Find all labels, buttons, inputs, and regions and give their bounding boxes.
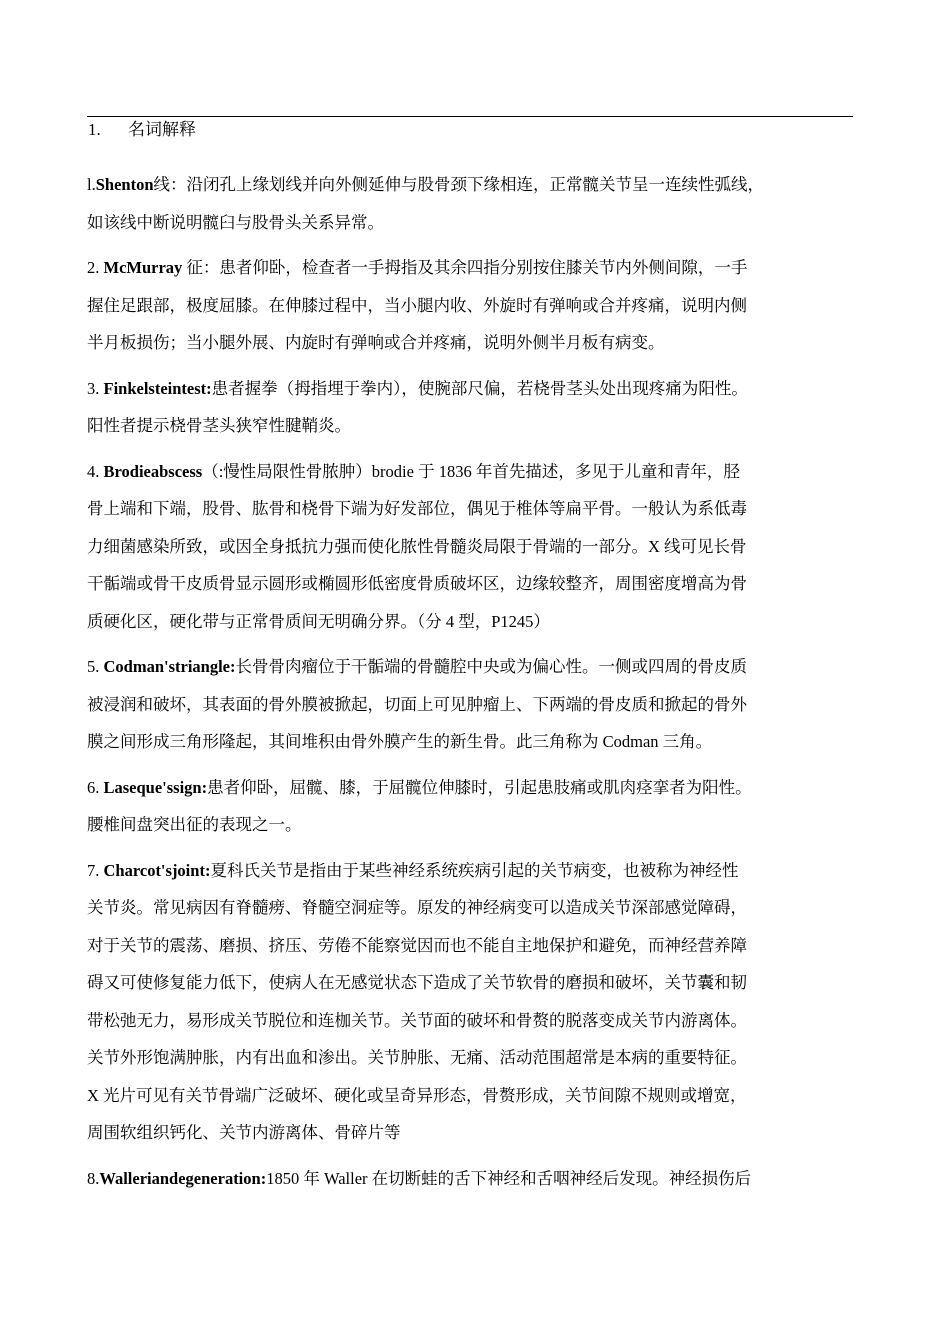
entry-number: 5. (87, 657, 104, 676)
definition-entry (87, 648, 859, 761)
entry-number: 7. (87, 860, 104, 880)
entry-text-line: 握住足跟部，极度屈膝。在伸膝过程中，当小腿内收、外旋时有弹响或合并疼痛，说明内侧 (87, 295, 747, 315)
entry-term: Shenton (95, 175, 154, 194)
entry-text-line: 力细菌感染所致，或因全身抵抗力强而使化脓性骨髓炎局限于骨端的一部分。X 线可见长骨 (87, 536, 747, 556)
entry-text-line: 患者握拳（拇指埋于拳内），使腕部尺偏，若桡骨茎头处出现疼痛为阳性。 (211, 378, 748, 398)
entry-number: l. (87, 175, 96, 194)
entry-number: 2. (87, 258, 104, 277)
definition-entry (87, 769, 859, 844)
definition-entry (87, 370, 859, 445)
entry-term: Charcot'sjoint: (103, 860, 211, 880)
entry-text-line: 长骨骨肉瘤位于干骺端的骨髓腔中央或为偏心性。一侧或四周的骨皮质 (235, 657, 747, 676)
entry-text-line: 半月板损伤；当小腿外展、内旋时有弹响或合并疼痛，说明外侧半月板有病变。 (87, 333, 665, 352)
entry-text-line: 夏科氏关节是指由于某些神经系统疾病引起的关节病变，也被称为神经性 (210, 860, 739, 880)
entry-text-line: （:慢性局限性骨脓肿）brodie 于 1836 年首先描述，多见于儿童和青年，胫 (202, 461, 740, 481)
entry-text-line: 如该线中断说明髋臼与股骨头关系异常。 (87, 212, 384, 232)
entry-text-line: 干骺端或骨干皮质骨显示圆形或椭圆形低密度骨质破坏区，边缘较整齐，周围密度增高为骨 (87, 574, 747, 593)
entry-text-line: 腰椎间盘突出征的表现之一。 (87, 815, 302, 834)
entry-text-line: 碍又可使修复能力低下，使病人在无感觉状态下造成了关节软骨的磨损和破坏，关节囊和韧 (87, 973, 747, 992)
entry-text-line: 被浸润和破坏，其表面的骨外膜被掀起，切面上可见肿瘤上、下两端的骨皮质和掀起的骨外 (87, 694, 747, 714)
entry-text-line: 带松弛无力，易形成关节脱位和连枷关节。关节面的破坏和骨赘的脱落变成关节内游离体。 (87, 1010, 747, 1030)
entry-term: Finkelsteintest: (103, 378, 212, 398)
definition-entry (87, 249, 859, 362)
entry-text-line: 线：沿闭孔上缘划线并向外侧延伸与股骨颈下缘相连，正常髋关节呈一连续性弧线， (153, 175, 764, 194)
definition-entry (87, 1160, 859, 1198)
entry-text-line: X 光片可见有关节骨端广泛破坏、硬化或呈奇异形态，骨赘形成，关节间隙不规则或增宽， (87, 1085, 747, 1105)
entry-term: Codman'striangle: (103, 657, 236, 676)
section-title: 名词解释 (128, 120, 196, 139)
entry-text-line: 关节炎。常见病因有脊髓痨、脊髓空洞症等。原发的神经病变可以造成关节深部感觉障碍， (87, 898, 747, 917)
entry-text-line: 关节外形饱满肿胀，内有出血和渗出。关节肿胀、无痛、活动范围超常是本病的重要特征。 (87, 1048, 747, 1067)
entry-term: Laseque'ssign: (103, 777, 208, 797)
entry-text-line: 骨上端和下端，股骨、肱骨和桡骨下端为好发部位，偶见于椎体等扁平骨。一般认为系低毒 (87, 499, 747, 518)
entry-text-line: 1850 年 Waller 在切断蛙的舌下神经和舌咽神经后发现。神经损伤后 (266, 1168, 752, 1188)
section-number: 1. (88, 120, 101, 139)
entry-term: Walleriandegeneration: (99, 1168, 267, 1188)
entry-text-line: 膜之间形成三角形隆起，其间堆积由骨外膜产生的新生骨。此三角称为 Codman 三角。 (87, 732, 713, 751)
term-definition-list (87, 166, 859, 1205)
entry-text-line: 对于关节的震荡、磨损、挤压、劳倦不能察觉因而也不能自主地保护和避免，而神经营养障 (87, 935, 747, 955)
entry-text-line: 周围软组织钙化、关节内游离体、骨碎片等 (87, 1123, 401, 1142)
entry-number: 6. (87, 777, 104, 797)
entry-text-line: 患者仰卧，屈髋、膝，于屈髋位伸膝时，引起患肢痛或肌肉痉挛者为阳性。 (207, 777, 752, 797)
section-heading (88, 119, 196, 141)
entry-text-line: 征：患者仰卧，检查者一手拇指及其余四指分别按住膝关节内外侧间隙，一手 (182, 258, 748, 277)
entry-text-line: 阳性者提示桡骨茎头狭窄性腱鞘炎。 (87, 416, 351, 435)
header-rule (87, 116, 853, 117)
entry-number: 8. (87, 1168, 100, 1188)
entry-term: McMurray (103, 258, 183, 277)
entry-number: 3. (87, 378, 104, 398)
definition-entry (87, 453, 859, 641)
entry-term: Brodieabscess (103, 461, 203, 481)
definition-entry (87, 852, 859, 1152)
entry-number: 4. (87, 461, 104, 481)
definition-entry (87, 166, 859, 241)
entry-text-line: 质硬化区，硬化带与正常骨质间无明确分界。（分 4 型，P1245） (87, 611, 550, 631)
